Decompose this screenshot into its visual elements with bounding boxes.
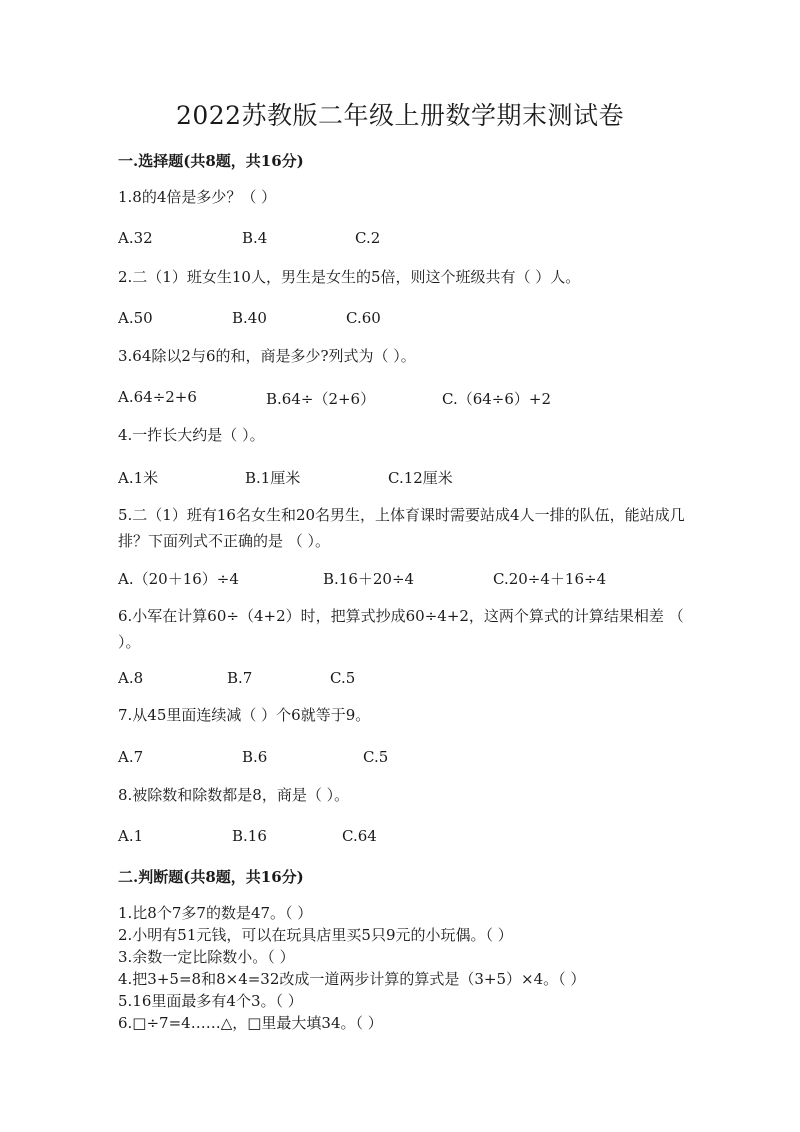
option-1a: A.32: [118, 229, 153, 247]
question-6: 6.小军在计算60÷（4+2）时，把算式抄成60÷4+2，这两个算式的计算结果相差 （ ）。: [118, 607, 684, 651]
option-8a: A.1: [118, 827, 144, 845]
option-8b: B.16: [232, 827, 267, 845]
question-1: 1.8的4倍是多少？（ ）: [118, 188, 277, 206]
question-5: 5.二（1）班有16名女生和20名男生，上体育课时需要站成4人一排的队伍，能站成几排？下面列式不正确的是 （ ）。: [118, 506, 685, 550]
judgment-item-3: 3.余数一定比除数小。（ ）: [118, 948, 295, 966]
option-4a: A.1米: [118, 469, 159, 487]
option-7a: A.7: [118, 748, 144, 766]
option-5a: A.（20＋16）÷4: [118, 570, 239, 588]
option-4c: C.12厘米: [388, 469, 453, 487]
judgment-item-6: 6.□÷7=4……△，□里最大填34。（ ）: [118, 1014, 383, 1032]
option-4b: B.1厘米: [245, 469, 301, 487]
option-5c: C.20÷4＋16÷4: [493, 570, 607, 588]
judgment-item-4: 4.把3+5=8和8×4=32改成一道两步计算的算式是（3+5）×4。（ ）: [118, 970, 586, 988]
option-6b: B.7: [227, 669, 253, 687]
option-3a: A.64÷2+6: [118, 388, 197, 406]
question-7: 7.从45里面连续减（ ）个6就等于9。: [118, 706, 371, 724]
question-4: 4.一拃长大约是（ ）。: [118, 426, 265, 444]
option-1c: C.2: [355, 229, 381, 247]
question-2: 2.二（1）班女生10人，男生是女生的5倍，则这个班级共有（ ）人。: [118, 268, 581, 286]
page-title: 2022苏教版二年级上册数学期末测试卷: [175, 101, 625, 130]
option-2a: A.50: [118, 309, 153, 327]
option-2b: B.40: [232, 309, 267, 327]
section-heading-judgment: 二.判断题(共8题，共16分): [118, 868, 304, 886]
question-8: 8.被除数和除数都是8，商是（ ）。: [118, 786, 350, 804]
option-3b: B.64÷（2+6）: [266, 390, 376, 408]
judgment-list: [118, 902, 585, 1034]
judgment-item-2: 2.小明有51元钱，可以在玩具店里买5只9元的小玩偶。（ ）: [118, 926, 513, 944]
option-6c: C.5: [330, 669, 356, 687]
judgment-item-1: 1.比8个7多7的数是47。（ ）: [118, 904, 313, 922]
option-7b: B.6: [242, 748, 268, 766]
option-8c: C.64: [342, 827, 377, 845]
option-7c: C.5: [363, 748, 389, 766]
option-6a: A.8: [118, 669, 144, 687]
option-5b: B.16＋20÷4: [323, 570, 415, 588]
option-3c: C.（64÷6）+2: [442, 390, 552, 408]
option-1b: B.4: [242, 229, 268, 247]
option-2c: C.60: [346, 309, 381, 327]
question-3: 3.64除以2与6的和，商是多少?列式为（ ）。: [118, 347, 416, 365]
section-heading-choice: 一.选择题(共8题，共16分): [118, 152, 304, 170]
judgment-item-5: 5.16里面最多有4个3。（ ）: [118, 992, 303, 1010]
